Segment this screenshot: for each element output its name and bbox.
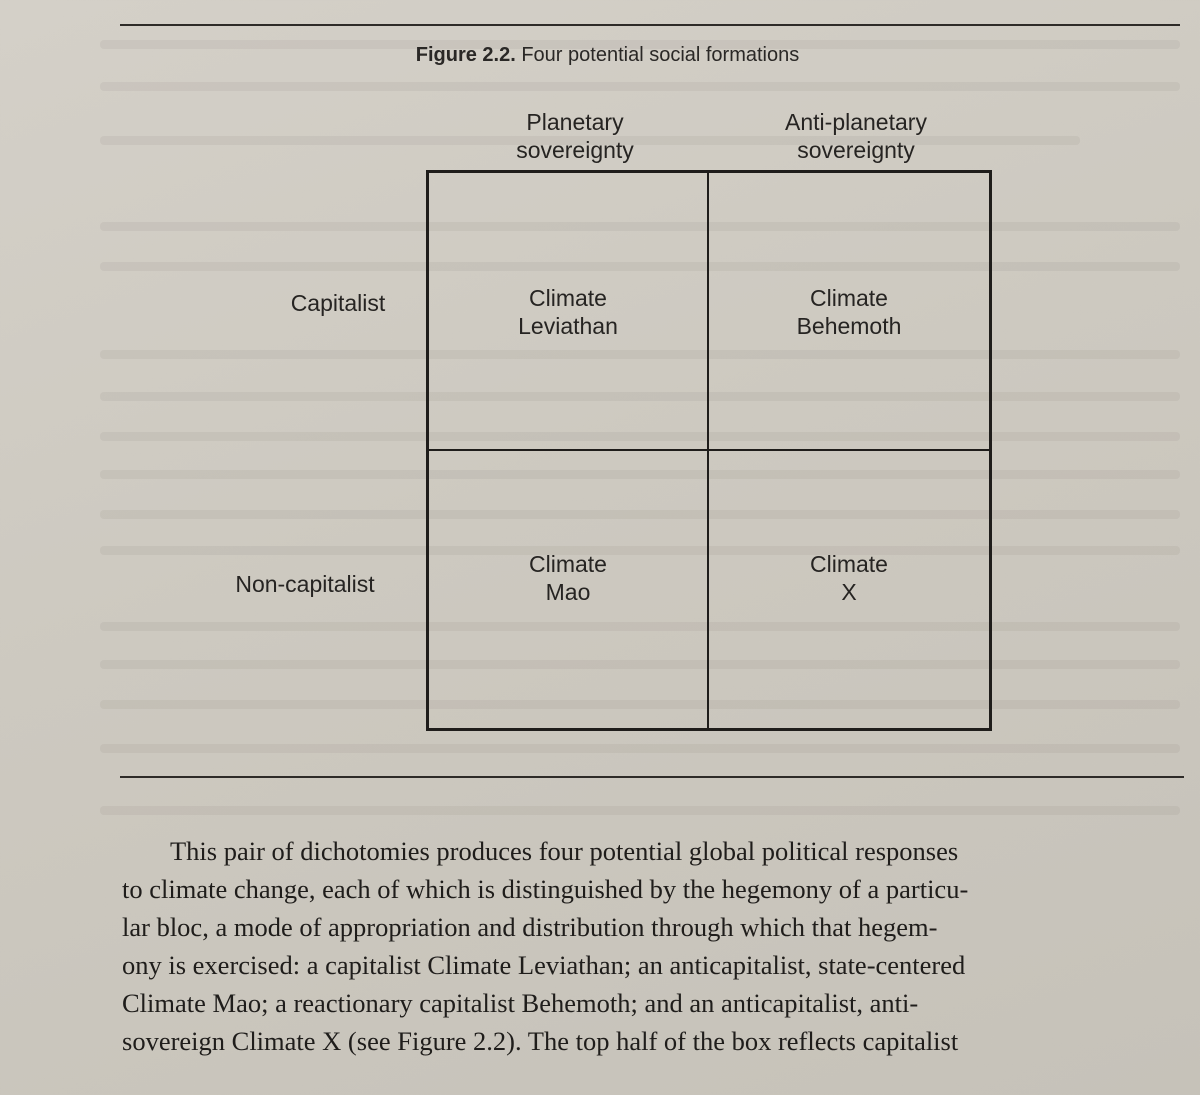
cell-label-line: Climate (810, 550, 888, 577)
paragraph-line: to climate change, each of which is distinguished by the hegemony of a particu- (122, 874, 969, 904)
paragraph-line: ony is exercised: a capitalist Climate Leviathan; an anticapitalist, state-centered (122, 950, 966, 980)
cell-label (429, 284, 707, 340)
cell-label (709, 284, 989, 340)
cell-label (429, 550, 707, 606)
figure-title-text: Four potential social formations (515, 44, 800, 66)
paragraph-line: Climate Mao; a reactionary capitalist Behemoth; and an anticapitalist, anti- (122, 988, 919, 1018)
cell-label (709, 550, 989, 606)
bleed-through (100, 82, 1180, 91)
column-header-anti-planetary-sovereignty (716, 108, 996, 164)
row-header-capitalist: Capitalist (290, 290, 386, 316)
paragraph-line: This pair of dichotomies produces four potential global political responses (170, 836, 959, 866)
body-paragraph (122, 832, 1182, 1060)
cell-label-line: Climate (810, 285, 888, 311)
row-header-non-capitalist: Non-capitalist (235, 571, 375, 597)
figure-label: Figure 2.2. (415, 44, 516, 66)
cell-climate-leviathan (429, 173, 709, 451)
cell-climate-mao (429, 451, 709, 729)
cell-label-line: Mao (545, 578, 591, 605)
column-header-line: sovereignty (516, 137, 634, 163)
figure-top-rule (120, 24, 1180, 26)
cell-label-line: Leviathan (518, 313, 618, 339)
column-header-line: sovereignty (797, 137, 915, 163)
paragraph-line: sovereign Climate X (see Figure 2.2). The top half of the box reflects capitalist (122, 1026, 959, 1056)
bleed-through (100, 806, 1180, 815)
cell-label-line: X (841, 578, 857, 605)
cell-climate-behemoth (709, 173, 989, 451)
cell-climate-x (709, 451, 989, 729)
column-header-line: Anti-planetary (785, 109, 927, 135)
cell-label-line: Behemoth (796, 313, 902, 339)
paragraph-line: lar bloc, a mode of appropriation and distribution through which that hegem- (122, 912, 938, 942)
cell-label-line: Climate (529, 285, 607, 311)
column-header-planetary-sovereignty (435, 108, 715, 164)
figure-caption (0, 44, 1200, 67)
formation-grid (426, 170, 992, 731)
figure-bottom-rule (120, 776, 1184, 778)
column-header-line: Planetary (526, 109, 624, 135)
cell-label-line: Climate (529, 550, 607, 577)
bleed-through (100, 744, 1180, 753)
